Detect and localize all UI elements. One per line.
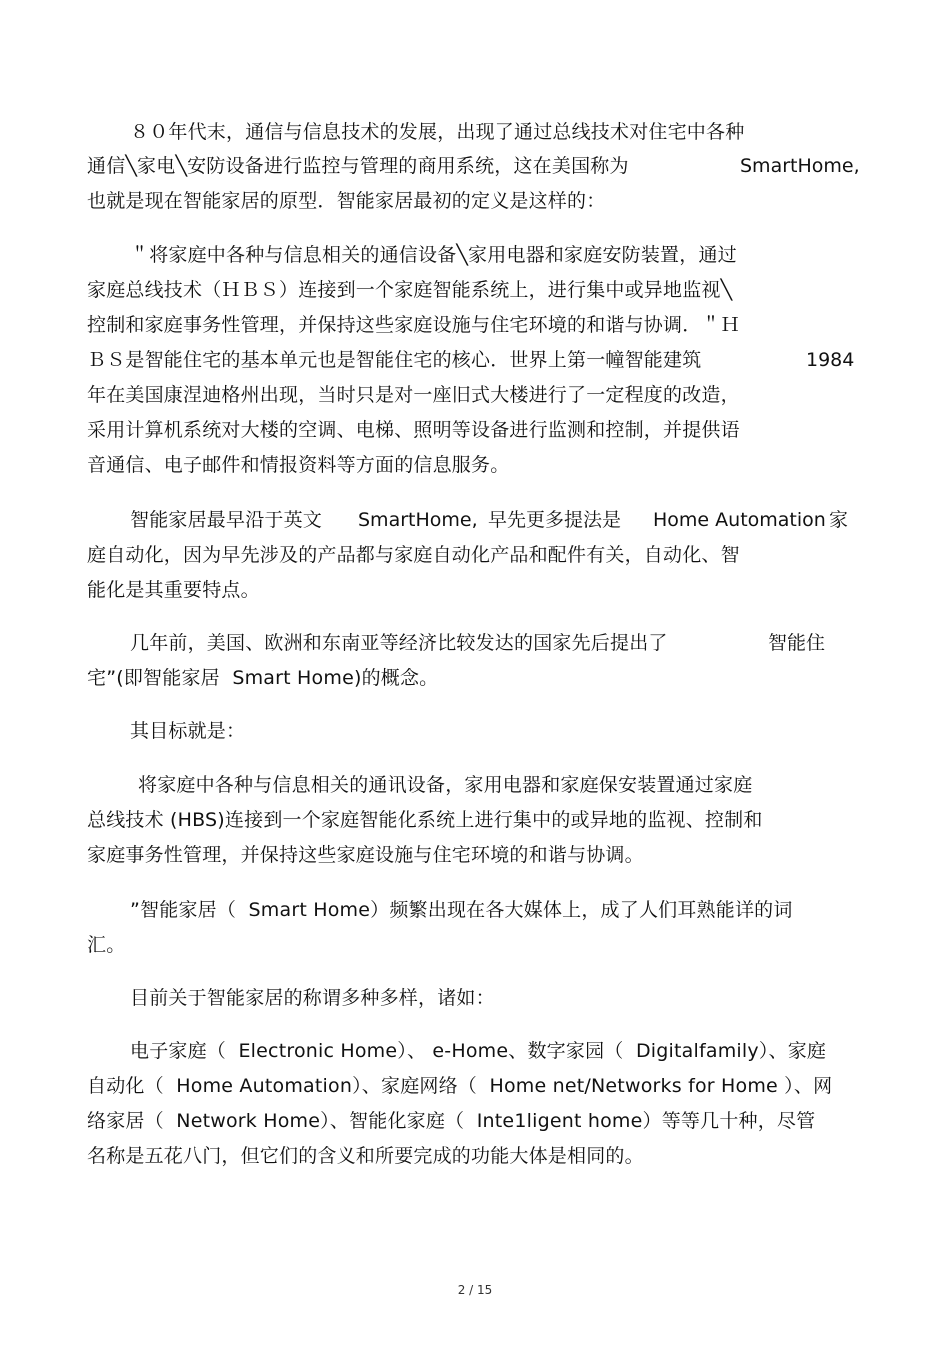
para6-line2: 总线技术 (HBS)连接到一个家庭智能化系统上进行集中的或异地的监视、控制和: [87, 809, 763, 831]
para4-line2: 宅”(即智能家居 Smart Home)的概念。: [87, 667, 439, 689]
para9-line1: 电子家庭（ Electronic Home）、 e-Home、数字家园（ Digitalfamily）、家庭: [130, 1040, 827, 1062]
para2-line7: 音通信、电子邮件和情报资料等方面的信息服务。: [87, 454, 510, 476]
page-number: 2 / 15: [457, 1283, 493, 1297]
para3-line3: 能化是其重要特点。: [87, 579, 260, 601]
para9-line4: 名称是五花八门，但它们的含义和所要完成的功能大体是相同的。: [87, 1145, 644, 1167]
para2-line6: 采用计算机系统对大楼的空调、电梯、照明等设备进行监测和控制，并提供语: [87, 419, 740, 441]
para9-line3: 络家居（ Network Home）、智能化家庭（ Inte1ligent home）等等几十种，尽管: [87, 1110, 816, 1132]
para2-line2: 家庭总线技术（ＨＢＳ）连接到一个家庭智能系统上，进行集中或异地监视╲: [87, 279, 733, 301]
para4-inline-tail: 智能住: [768, 632, 826, 654]
para8-line1: 目前关于智能家居的称谓多种多样，诸如：: [130, 987, 495, 1009]
para3-term-home-automation: Home Automation: [653, 509, 826, 531]
para9-line2: 自动化（ Home Automation）、家庭网络（ Home net/Networks for Home ）、网: [87, 1075, 833, 1097]
para5-line1: 其目标就是：: [130, 720, 246, 742]
para7-line1: ”智能家居（ Smart Home）频繁出现在各大媒体上，成了人们耳熟能详的词: [130, 899, 793, 921]
para1-line2: 通信╲家电╲安防设备进行监控与管理的商用系统，这在美国称为: [87, 155, 629, 177]
para2-inline-year: 1984: [806, 349, 855, 371]
para1-inline-term: SmartHome,: [740, 155, 860, 177]
para2-line3: 控制和家庭事务性管理，并保持这些家庭设施与住宅环境的和谐与协调．＂Ｈ: [87, 314, 740, 336]
para3-term-smarthome: SmartHome,: [358, 509, 478, 531]
para6-line3: 家庭事务性管理，并保持这些家庭设施与住宅环境的和谐与协调。: [87, 844, 644, 866]
para3-text-tail: 家: [829, 509, 849, 531]
para7-line2: 汇。: [87, 934, 126, 956]
para1-line1: ８０年代末，通信与信息技术的发展，出现了通过总线技术对住宅中各种: [130, 121, 745, 143]
para1-line3: 也就是现在智能家居的原型．智能家居最初的定义是这样的：: [87, 190, 606, 212]
para3-text-mid: 早先更多提法是: [488, 509, 622, 531]
para2-line5: 年在美国康涅迪格州出现，当时只是对一座旧式大楼进行了一定程度的改造，: [87, 384, 740, 406]
para2-line1: ＂将家庭中各种与信息相关的通信设备╲家用电器和家庭安防装置，通过: [130, 244, 737, 266]
para3-line2: 庭自动化，因为早先涉及的产品都与家庭自动化产品和配件有关，自动化、智: [87, 544, 740, 566]
para3-line1: 智能家居最早沿于英文: [130, 509, 323, 531]
para6-line1: 将家庭中各种与信息相关的通讯设备，家用电器和家庭保安装置通过家庭: [138, 774, 753, 796]
para2-line4: ＢＳ是智能住宅的基本单元也是智能住宅的核心．世界上第一幢智能建筑: [87, 349, 702, 371]
para4-line1: 几年前，美国、欧洲和东南亚等经济比较发达的国家先后提出了: [130, 632, 668, 654]
